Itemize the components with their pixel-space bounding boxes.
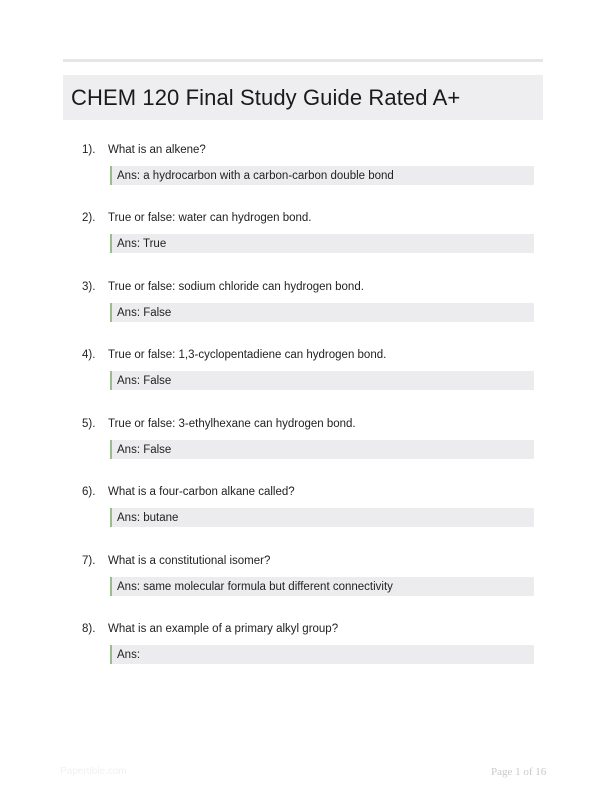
question-item-5 bbox=[0, 418, 606, 478]
question-text: What is an alkene? bbox=[108, 144, 206, 156]
question-text: True or false: sodium chloride can hydrogen bond. bbox=[108, 281, 364, 293]
question-number: 7). bbox=[82, 555, 96, 567]
question-item-7 bbox=[0, 555, 606, 615]
question-text: True or false: 1,3-cyclopentadiene can hydrogen bond. bbox=[108, 349, 387, 361]
question-text: True or false: water can hydrogen bond. bbox=[108, 212, 312, 224]
question-number: 1). bbox=[82, 144, 96, 156]
watermark-text: Papertible.com bbox=[60, 766, 127, 777]
question-item-1 bbox=[0, 144, 606, 204]
answer-box: Ans: same molecular formula but different connectivity bbox=[110, 577, 534, 596]
question-text: True or false: 3-ethylhexane can hydrogen bond. bbox=[108, 418, 356, 430]
question-text: What is an example of a primary alkyl group? bbox=[108, 623, 339, 635]
answer-box: Ans: False bbox=[110, 371, 534, 390]
question-text: What is a four-carbon alkane called? bbox=[108, 486, 295, 498]
question-item-4 bbox=[0, 349, 606, 409]
question-number: 4). bbox=[82, 349, 96, 361]
question-number: 5). bbox=[82, 418, 96, 430]
title-banner bbox=[63, 75, 543, 120]
document-title: CHEM 120 Final Study Guide Rated A+ bbox=[71, 84, 461, 110]
answer-box: Ans: False bbox=[110, 440, 534, 459]
question-number: 3). bbox=[82, 281, 96, 293]
header-divider bbox=[63, 59, 543, 62]
question-item-8 bbox=[0, 623, 606, 683]
question-text: What is a constitutional isomer? bbox=[108, 555, 271, 567]
answer-box: Ans: a hydrocarbon with a carbon-carbon double bond bbox=[110, 166, 534, 185]
question-number: 2). bbox=[82, 212, 96, 224]
answer-box: Ans: butane bbox=[110, 508, 534, 527]
question-number: 8). bbox=[82, 623, 96, 635]
answer-box: Ans: True bbox=[110, 234, 534, 253]
question-item-2 bbox=[0, 212, 606, 272]
page-number: Page 1 of 16 bbox=[491, 766, 547, 778]
question-item-6 bbox=[0, 486, 606, 546]
question-number: 6). bbox=[82, 486, 96, 498]
question-item-3 bbox=[0, 281, 606, 341]
answer-box: Ans: bbox=[110, 645, 534, 664]
answer-box: Ans: False bbox=[110, 303, 534, 322]
